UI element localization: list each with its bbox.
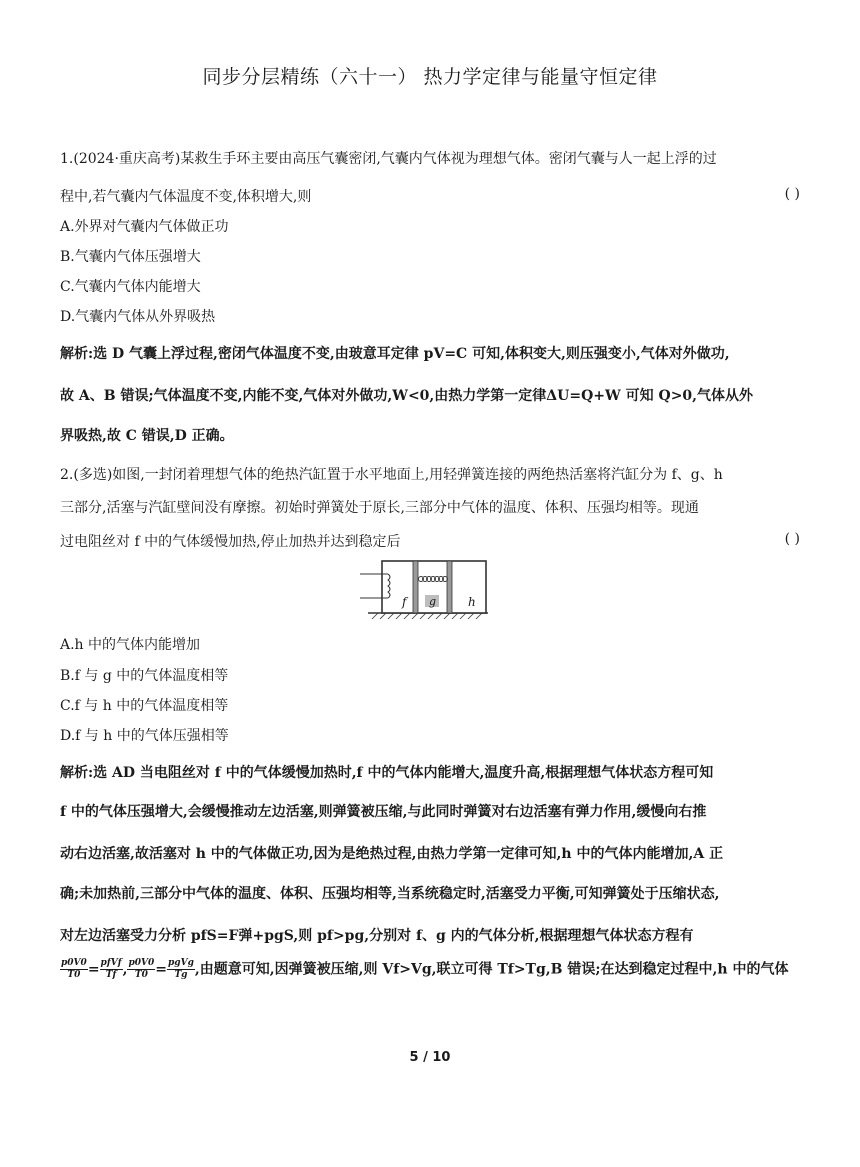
q2-option-c: C.f 与 h 中的气体温度相等	[60, 698, 229, 714]
equals-1: =	[87, 961, 100, 978]
page-indicator: 5 / 10	[409, 1050, 451, 1065]
q1-analysis-line1: 解析:选 D 气囊上浮过程,密闭气体温度不变,由玻意耳定律 pV=C 可知,体积变大,则压强变小,气体对外做功,	[60, 346, 730, 362]
label-g: g	[429, 595, 437, 608]
label-f: f	[402, 595, 407, 609]
q2-analysis-line1: 解析:选 AD 当电阻丝对 f 中的气体缓慢加热时,f 中的气体内能增大,温度升高,根据理想气体状态方程可知	[60, 765, 714, 781]
q2-stem-line2: 三部分,活塞与汽缸壁间没有摩擦。初始时弹簧处于原长,三部分中气体的温度、体积、压强均相等。现通	[60, 500, 699, 516]
q2-option-a: A.h 中的气体内能增加	[60, 637, 201, 653]
q2-analysis-line5: 对左边活塞受力分析 pfS=F弹+pgS,则 pf>pg,分别对 f、g 内的气体分析,根据理想气体状态方程有	[60, 928, 694, 944]
label-h: h	[468, 595, 476, 609]
equals-2: =	[155, 961, 167, 978]
q2-stem-line1: 2.(多选)如图,一封闭着理想气体的绝热汽缸置于水平地面上,用轻弹簧连接的两绝热活塞将汽缸分为 f、g、h	[60, 467, 723, 483]
q1-analysis-line2: 故 A、B 错误;气体温度不变,内能不变,气体对外做功,W<0,由热力学第一定律ΔU=Q+W 可知 Q>0,气体从外	[60, 388, 754, 404]
q2-answer-paren: ( )	[784, 531, 800, 547]
q1-option-b: B.气囊内气体压强增大	[60, 249, 201, 265]
separator: ,	[122, 961, 128, 978]
fraction-3: $\frac{p0V0}{T0}$	[128, 958, 155, 980]
fraction-4: $\frac{\text{pgVg}}{Tg}$	[168, 958, 194, 980]
q2-stem-line3: 过电阻丝对 f 中的气体缓慢加热,停止加热并达到稳定后	[60, 534, 401, 550]
fraction-1: $\frac{p0V0}{T0}$	[61, 958, 87, 980]
left-piston	[413, 561, 418, 613]
cylinder-figure	[358, 558, 490, 620]
q2-option-d: D.f 与 h 中的气体压强相等	[60, 728, 229, 744]
fraction-2: $\frac{\text{pfVf}}{Tf}$	[100, 958, 122, 980]
q1-stem-line2: 程中,若气囊内气体温度不变,体积增大,则	[60, 189, 312, 205]
q2-analysis-line2: f 中的气体压强增大,会缓慢推动左边活塞,则弹簧被压缩,与此同时弹簧对右边活塞有弹力作用,缓慢向右推	[60, 804, 707, 820]
q1-answer-paren: ( )	[784, 186, 800, 202]
q1-option-a: A.外界对气囊内气体做正功	[60, 219, 229, 235]
q2-analysis-line4: 确;未加热前,三部分中气体的温度、体积、压强均相等,当系统稳定时,活塞受力平衡,可知弹簧处于压缩状态,	[60, 886, 720, 902]
q2-analysis-line3: 动右边活塞,故活塞对 h 中的气体做正功,因为是绝热过程,由热力学第一定律可知,h 中的气体内能增加,A 正	[60, 846, 724, 862]
q1-option-c: C.气囊内气体内能增大	[60, 279, 201, 295]
formula-tail: ,由题意可知,因弹簧被压缩,则 Vf>Vg,联立可得 Tf>Tg,B 错误;在达到稳定过程中,h 中的气体	[194, 961, 789, 978]
q1-analysis-line3: 界吸热,故 C 错误,D 正确。	[60, 428, 234, 444]
q1-stem-line1: 1.(2024·重庆高考)某救生手环主要由高压气囊密闭,气囊内气体视为理想气体。密闭气囊与人一起上浮的过	[60, 151, 717, 167]
q1-option-d: D.气囊内气体从外界吸热	[60, 309, 216, 325]
right-piston	[447, 561, 452, 613]
q2-formula-line	[60, 958, 788, 981]
page-title: 同步分层精练（六十一） 热力学定律与能量守恒定律	[202, 66, 658, 88]
q2-option-b: B.f 与 g 中的气体温度相等	[60, 668, 229, 684]
